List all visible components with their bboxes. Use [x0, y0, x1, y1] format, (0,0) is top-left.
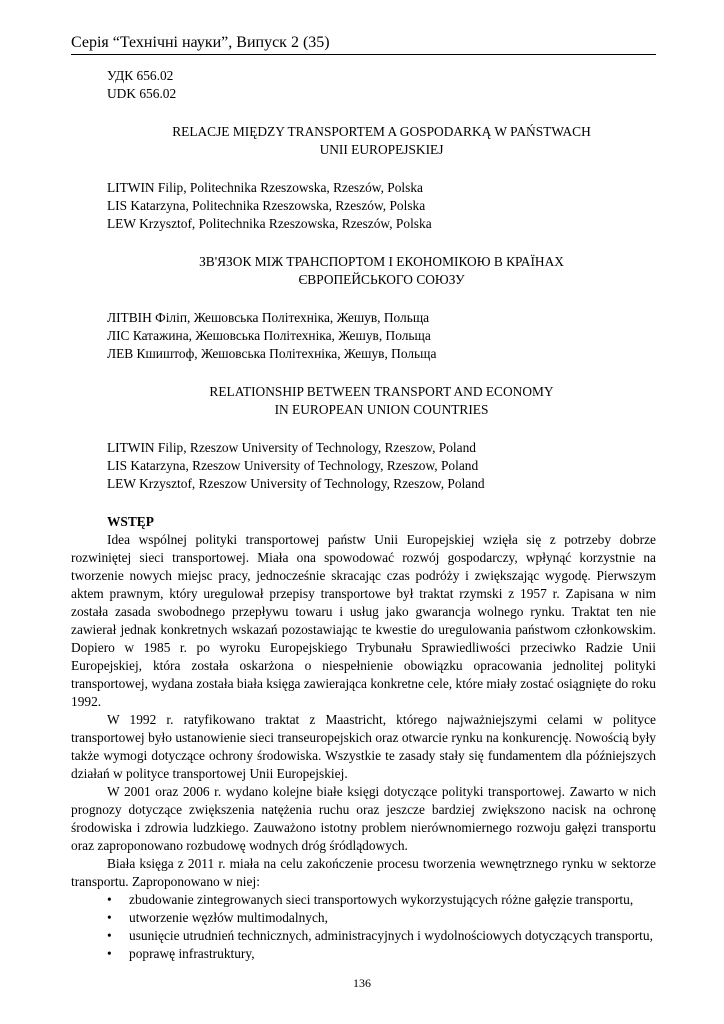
- bullet-icon: •: [107, 946, 112, 961]
- author-ua-1: ЛІТВІН Філіп, Жешовська Політехніка, Жешув, Польща: [107, 310, 430, 325]
- paragraph-1: [71, 531, 656, 711]
- udk-en: UDK 656.02: [107, 86, 177, 101]
- list-item: [71, 891, 656, 909]
- title-pl-line-2: UNII EUROPEJSKIEJ: [319, 142, 444, 157]
- bullet-icon: •: [107, 892, 112, 907]
- list-item: [71, 927, 656, 945]
- list-item: [71, 909, 656, 927]
- paragraph-3: [71, 783, 656, 855]
- article-body: [71, 67, 656, 963]
- section-heading: WSTĘP: [107, 514, 154, 529]
- list-item-text: usunięcie utrudnień technicznych, administracyjnych i wydolnościowych dotyczących transportu,: [129, 928, 653, 943]
- author-en-1: LITWIN Filip, Rzeszow University of Technology, Rzeszow, Poland: [107, 440, 476, 455]
- paragraph-text: Biała księga z 2011 r. miała na celu zakończenie procesu tworzenia wewnętrznego rynku w sektorze transportu. Zaproponowano w niej:: [71, 856, 656, 889]
- paragraph-text: W 2001 oraz 2006 r. wydano kolejne białe księgi dotyczące polityki transportowej. Zawarto w nich prognozy dotyczące zwiększenia natężenia ruchu oraz jeszcze bardziej zwiększono nacisk na ochronę środowiska i zdrowia ludzkiego. Zauważono istotny problem nierównomiernego rozwoju gałęzi transportu oraz zaproponowano rozbudowę wodnych dróg śródlądowych.: [71, 784, 656, 853]
- paragraph-2: [71, 711, 656, 783]
- title-ua-line-1: ЗВ'ЯЗОК МІЖ ТРАНСПОРТОМ І ЕКОНОМІКОЮ В КРАЇНАХ: [199, 254, 564, 269]
- author-ua-3: ЛЕВ Кшиштоф, Жешовська Політехніка, Жешув, Польща: [107, 346, 437, 361]
- title-en-line-2: IN EUROPEAN UNION COUNTRIES: [274, 402, 489, 417]
- list-item-text: zbudowanie zintegrowanych sieci transportowych wykorzystujących różne gałęzie transportu,: [129, 892, 634, 907]
- paragraph-text: Idea wspólnej polityki transportowej państw Unii Europejskiej wzięła się z potrzeby dobrze rozwiniętej sieci transportowej. Miała ona spowodować rozwój gospodarczy, wpłynąć korzystnie na tworzenie nowych miejsc pracy, jednocześnie skracając czas podróży i zwiększając wygodę. Pierwszym aktem prawnym, który uregulował przepisy transportowe był traktat rzymski z 1957 r. Zapisana w nim została zasada swobodnego przepływu towaru i usług jako gwarancja wolnego rynku. Traktat ten nie zawierał jednak konkretnych wskazań pozostawiając te kwestie do uregulowania państwom członkowskim. Dopiero w 1985 r. po wyroku Europejskiego Trybunału Sprawiedliwości przeciwko Radzie Unii Europejskiej, która została oskarżona o niespełnienie obowiązku opracowania jednolitej polityki transportowej, wydana została biała księga zawierająca konkretne cele, które miały zostać osiągnięte do roku 1992.: [71, 532, 656, 709]
- list-item-text: utworzenie węzłów multimodalnych,: [129, 910, 328, 925]
- author-ua-2: ЛІС Катажина, Жешовська Політехніка, Жешув, Польща: [107, 328, 431, 343]
- title-en-line-1: RELATIONSHIP BETWEEN TRANSPORT AND ECONOMY: [209, 384, 554, 399]
- author-en-3: LEW Krzysztof, Rzeszow University of Technology, Rzeszow, Poland: [107, 476, 485, 491]
- list-item-text: poprawę infrastruktury,: [129, 946, 255, 961]
- list-item: [71, 945, 656, 963]
- author-pl-3: LEW Krzysztof, Politechnika Rzeszowska, Rzeszów, Polska: [107, 216, 432, 231]
- title-ua-line-2: ЄВРОПЕЙСЬКОГО СОЮЗУ: [298, 272, 465, 287]
- page-number: 136: [353, 976, 371, 990]
- author-en-2: LIS Katarzyna, Rzeszow University of Technology, Rzeszow, Poland: [107, 458, 479, 473]
- bullet-list: [71, 891, 656, 963]
- bullet-icon: •: [107, 928, 112, 943]
- running-header: Серія “Технічні науки”, Випуск 2 (35): [71, 33, 656, 55]
- udk-ua: УДК 656.02: [107, 68, 174, 83]
- author-pl-2: LIS Katarzyna, Politechnika Rzeszowska, Rzeszów, Polska: [107, 198, 426, 213]
- paragraph-text: W 1992 r. ratyfikowano traktat z Maastricht, którego najważniejszymi celami w polityce transportowej było ustanowienie sieci transeuropejskich oraz otwarcie rynku na konkurencję. Nowością były także wymogi dotyczące ochrony środowiska. Wszystkie te zasady stały się fundamentem dla późniejszych działań w polityce transportowej Unii Europejskiej.: [71, 712, 656, 781]
- title-pl-line-1: RELACJE MIĘDZY TRANSPORTEM A GOSPODARKĄ W PAŃSTWACH: [172, 124, 591, 139]
- paragraph-4: [71, 855, 656, 891]
- bullet-icon: •: [107, 910, 112, 925]
- author-pl-1: LITWIN Filip, Politechnika Rzeszowska, Rzeszów, Polska: [107, 180, 423, 195]
